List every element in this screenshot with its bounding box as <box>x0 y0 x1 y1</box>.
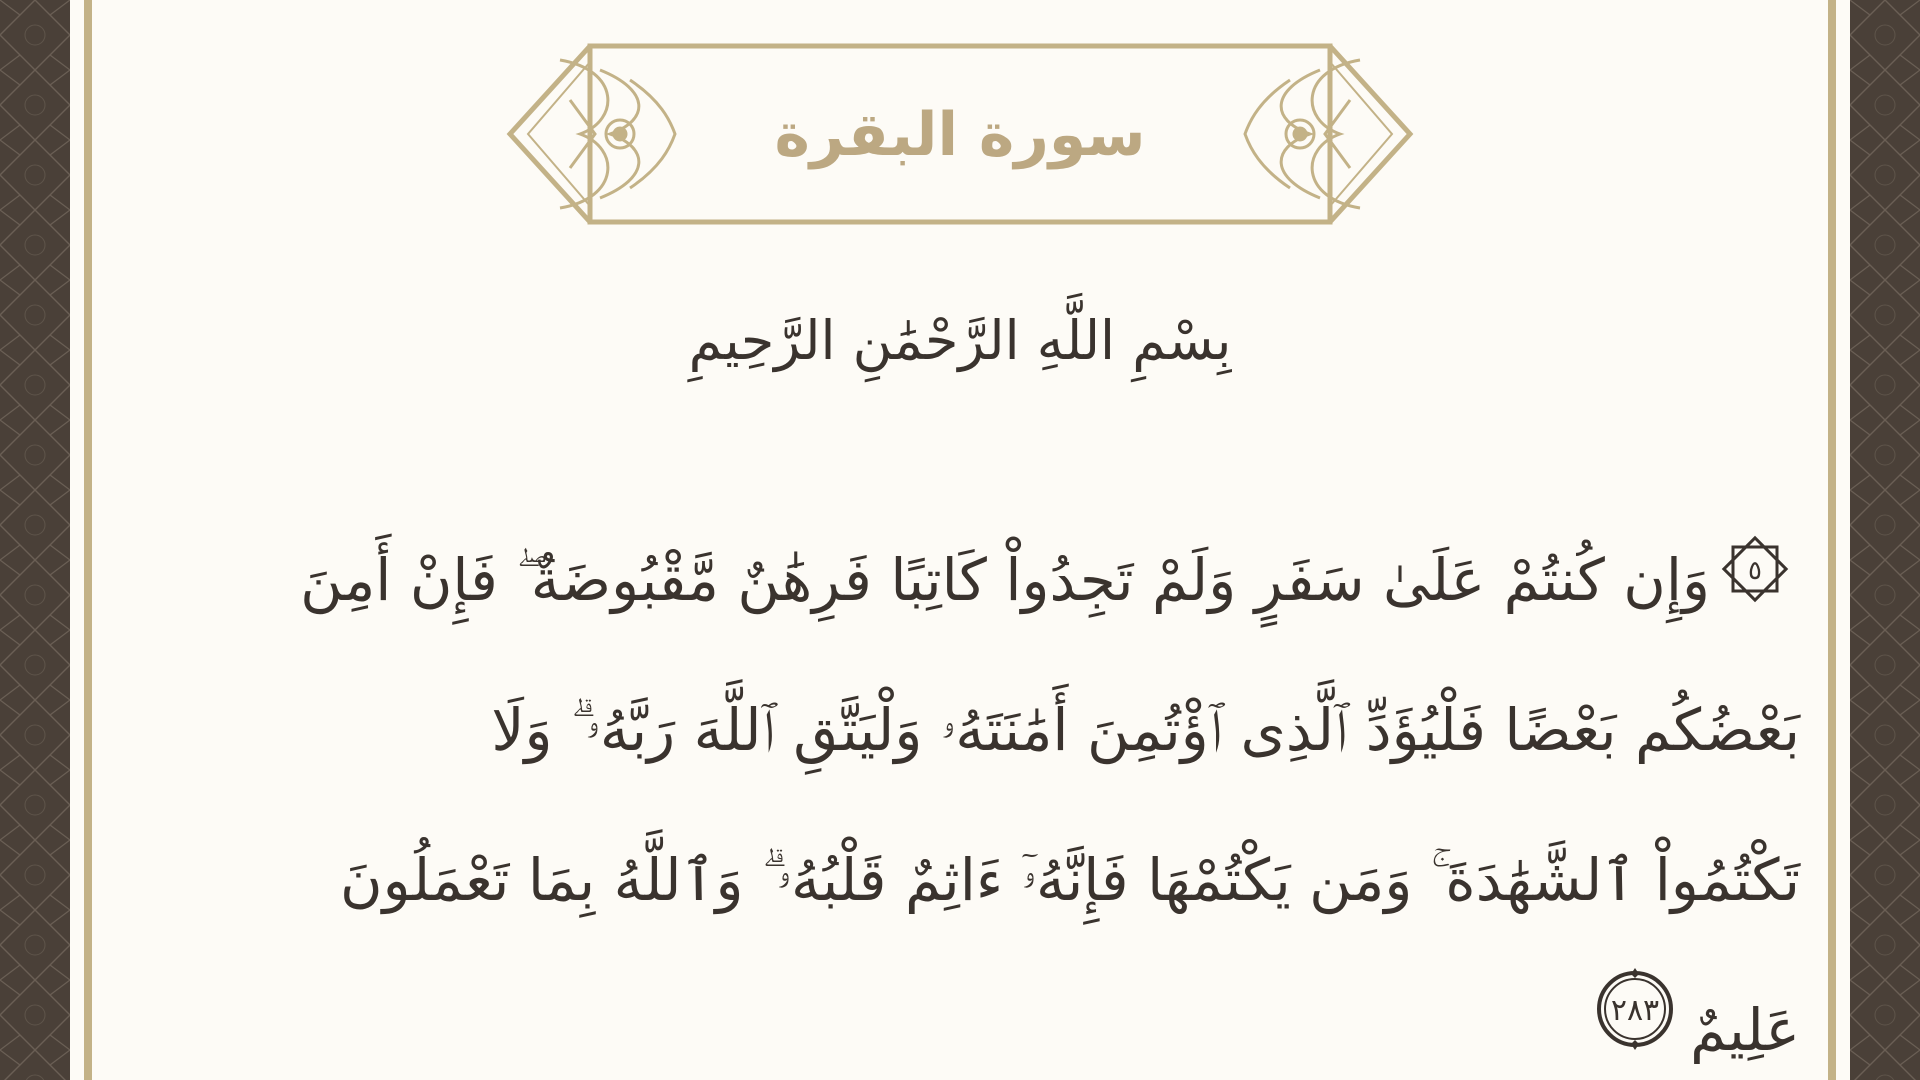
verse-line-2-text: بَعْضُكُم بَعْضًا فَلْيُؤَدِّ ٱلَّذِى ٱؤْتُمِنَ أَمَٰنَتَهُۥ وَلْيَتَّقِ ٱللَّهَ رَبَّهُۥ ۗ وَلَا <box>491 696 1800 764</box>
verse-line <box>220 805 1800 955</box>
verse-line-1-text: وَإِن كُنتُمْ عَلَىٰ سَفَرٍ وَلَمْ تَجِدُواْ كَاتِبًا فَرِهَٰنٌ مَّقْبُوضَةٌ ۖ فَإِنْ أَمِنَ <box>300 546 1710 614</box>
verse-line-3-text: تَكْتُمُواْ ٱلشَّهَٰدَةَ ۚ وَمَن يَكْتُمْهَا فَإِنَّهُۥٓ ءَاثِمٌ قَلْبُهُۥ ۗ وَٱللَّهُ بِمَا تَعْمَلُونَ <box>339 846 1800 914</box>
left-gold-rule <box>84 0 92 1080</box>
left-border-panel <box>0 0 70 1080</box>
right-gold-rule <box>1828 0 1836 1080</box>
geometric-pattern-right <box>1850 0 1920 1080</box>
ayah-end-icon <box>1590 959 1680 1080</box>
surah-header <box>500 40 1420 230</box>
geometric-pattern-left <box>0 0 70 1080</box>
verse-line-4-text: عَلِيمٌ <box>1690 996 1800 1064</box>
right-border-panel <box>1850 0 1920 1080</box>
verse-line <box>220 955 1800 1080</box>
verse-text <box>220 505 1800 1080</box>
surah-title: سورة البقرة <box>774 100 1146 170</box>
rub-el-hizb-icon <box>1720 509 1790 659</box>
basmala: بِسْمِ اللَّهِ الرَّحْمَٰنِ الرَّحِيمِ <box>688 308 1232 372</box>
ayah-number: ٢٨٣ <box>1610 992 1660 1028</box>
verse-line <box>220 505 1800 655</box>
verse-line <box>220 655 1800 805</box>
rub-marker: ٥ <box>1748 555 1762 586</box>
